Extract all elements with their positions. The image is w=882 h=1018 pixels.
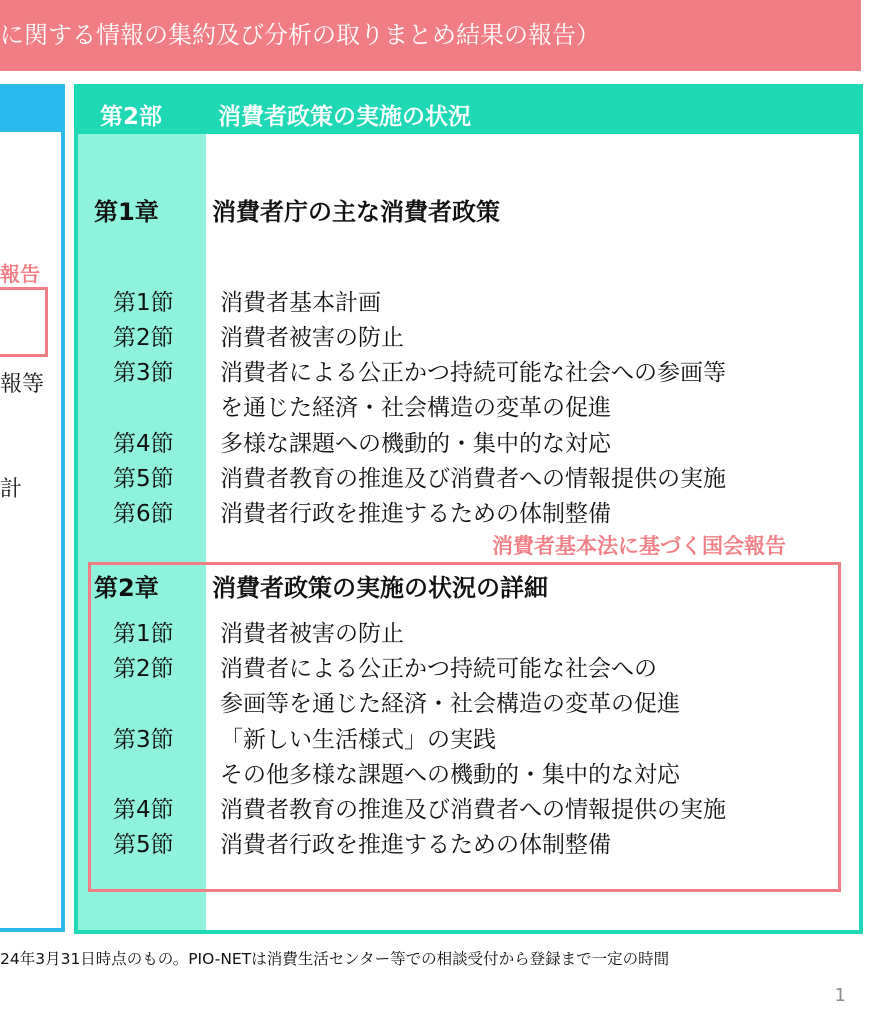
ch1-section-number: 第4節 <box>113 431 174 457</box>
ch2-section-number: 第4節 <box>113 797 174 823</box>
right-panel <box>74 84 863 934</box>
ch1-section-number: 第5節 <box>113 466 174 492</box>
ch2-section-number: 第3節 <box>113 727 174 753</box>
left-panel-header <box>0 88 61 132</box>
ch2-section-text: 消費者行政を推進するための体制整備 <box>220 832 611 858</box>
ch1-section-number: 第3節 <box>113 360 174 386</box>
ch2-section-text: 参画等を通じた経済・社会構造の変革の促進 <box>220 691 680 717</box>
ch1-section-text: を通じた経済・社会構造の変革の促進 <box>220 395 611 421</box>
ch1-section-number: 第2節 <box>113 325 174 351</box>
title-bar <box>0 0 861 71</box>
diet-report-note: 消費者基本法に基づく国会報告 <box>492 534 786 558</box>
left-panel <box>0 84 65 932</box>
ch2-section-number: 第5節 <box>113 832 174 858</box>
left-text-1: 報等 <box>0 372 45 397</box>
left-red-box <box>0 287 48 357</box>
ch2-section-text: その他多様な課題への機動的・集中的な対応 <box>220 762 680 788</box>
ch2-section-text: 「新しい生活様式」の実践 <box>220 727 496 753</box>
ch1-section-text: 消費者基本計画 <box>220 290 381 316</box>
part-header <box>78 88 859 134</box>
page-title: に関する情報の集約及び分析の取りまとめ結果の報告） <box>0 21 600 49</box>
chapter-2-number: 第2章 <box>94 574 159 602</box>
footnote: 24年3月31日時点のもの。PIO-NETは消費生活センター等での相談受付から登録まで一定の時間 <box>0 950 670 968</box>
ch2-section-text: 消費者教育の推進及び消費者への情報提供の実施 <box>220 797 726 823</box>
left-red-label: 報告 <box>0 262 40 286</box>
part-title: 消費者政策の実施の状況 <box>218 104 471 130</box>
chapter-1-number: 第1章 <box>94 198 159 226</box>
left-text-2: 計 <box>0 477 23 502</box>
ch2-section-number: 第1節 <box>113 621 174 647</box>
ch2-section-text: 消費者被害の防止 <box>220 621 404 647</box>
part-number: 第2部 <box>100 104 163 130</box>
ch1-section-number: 第6節 <box>113 501 174 527</box>
ch1-section-text: 消費者被害の防止 <box>220 325 404 351</box>
chapter-2-title: 消費者政策の実施の状況の詳細 <box>212 574 548 602</box>
ch2-section-number: 第2節 <box>113 656 174 682</box>
ch1-section-text: 消費者教育の推進及び消費者への情報提供の実施 <box>220 466 726 492</box>
ch1-section-text: 消費者行政を推進するための体制整備 <box>220 501 611 527</box>
page-number: 1 <box>834 985 846 1006</box>
ch1-section-number: 第1節 <box>113 290 174 316</box>
chapter-1-title: 消費者庁の主な消費者政策 <box>212 198 500 226</box>
ch1-section-text: 消費者による公正かつ持続可能な社会への参画等 <box>220 360 726 386</box>
ch2-section-text: 消費者による公正かつ持続可能な社会への <box>220 656 657 682</box>
ch1-section-text: 多様な課題への機動的・集中的な対応 <box>220 431 611 457</box>
